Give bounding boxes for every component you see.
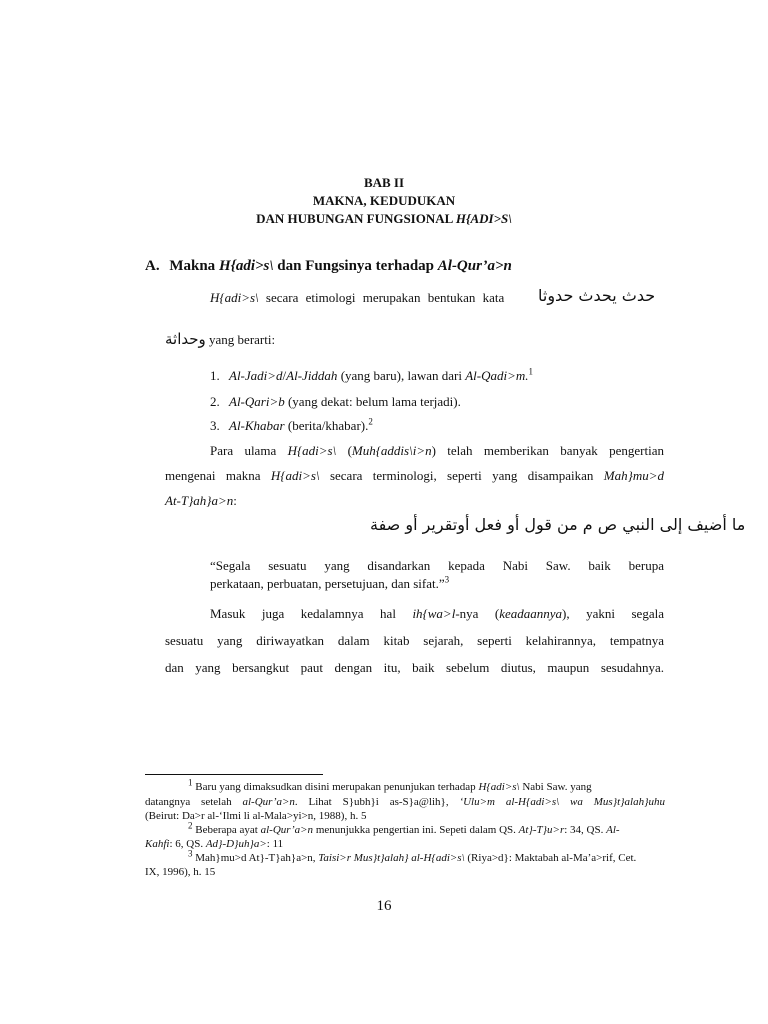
chapter-subtitle-term: H{ADI>S\ [455, 211, 512, 226]
footnote-3-line-2: IX, 1996), h. 15 [145, 866, 216, 878]
terminology-line-2: mengenai makna H{adi>s\ secara terminologi, seperti yang disampaikan Mah}mu>d [165, 468, 664, 483]
definition-quote: “Segala sesuatu yang disandarkan kepada Nabi Saw. baik berupa perkataan, perbuatan, persetujuan, dan sifat.”$^3$ [210, 558, 664, 591]
footnote-2-line-2: Kahfi: 6, QS. Ad}-D}uh}a>: 11 [145, 838, 284, 850]
chapter-title: MAKNA, KEDUDUKAN [312, 193, 456, 208]
footnote-ref: 1 [528, 366, 534, 377]
footnote-1-line-1: $^1$ Baru yang dimaksudkan disini merupakan penunjukan terhadap H{adi>s\ Nabi Saw. yang [188, 777, 592, 793]
list-item: 2. Al-Qari>b (yang dekat: belum lama terjadi). [210, 394, 461, 409]
list-item: 1. Al-Jadi>d/Al-Jiddah (yang baru), lawan dari Al-Qadi>m.$^1$ [210, 366, 534, 383]
footnote-ref: 2 [368, 416, 373, 427]
arabic-verb-forms: حدث يحدث حدوثا [538, 286, 656, 305]
paragraph-line-2: sesuatu yang diriwayatkan dalam kitab sejarah, seperti kelahirannya, tempatnya [165, 633, 664, 648]
etymology-continuation: وحداثة yang berarti: [165, 330, 276, 348]
footnote-1-line-3: (Beirut: Da>r al-‘Ilmi li al-Mala>yi>n, 1988), h. 5 [145, 810, 367, 822]
chapter-label: BAB II [363, 175, 405, 190]
footnote-1-line-2: datangnya setelah al-Qur’a>n. Lihat S}ubh}i as-S}a@lih}, ‘Ulu>m al-H{adi>s\ wa Mus}t}alah}uhu [145, 796, 666, 808]
footnote-ref: 3 [444, 574, 450, 585]
etymology-line: H{adi>s\ secara etimologi merupakan bentukan kata [210, 290, 505, 305]
footnote-2-line-1: $^2$ Beberapa ayat al-Qur’a>n menunjukka pengertian ini. Sepeti dalam QS. At}-T}u>r: 34, QS. Al- [188, 820, 620, 836]
page-number: 16 [376, 898, 392, 914]
chapter-subtitle: DAN HUBUNGAN FUNGSIONAL H{ADI>S\ [256, 211, 512, 226]
paragraph-line-3: dan yang bersangkut paut dengan itu, baik sebelum diutus, maupun sesudahnya. [165, 660, 664, 675]
list-item: 3. Al-Khabar (berita/khabar).$^2$ [210, 416, 373, 433]
paragraph-line-1: Masuk juga kedalamnya hal ih{wa>l-nya (keadaannya), yakni segala [210, 606, 664, 621]
footnote-divider [145, 774, 323, 775]
section-marker: A. [145, 258, 160, 274]
footnote-3-line-1: $^3$ Mah}mu>d At}-T}ah}a>n, Taisi>r Mus}t}alah} al-H{adi>s\ (Riya>d}: Maktabah al-Ma’a>rif, Cet. [188, 848, 637, 864]
arabic-definition: ما أضيف إلى النبي ص م من قول أو فعل أوتقرير أو صفة [370, 515, 746, 534]
terminology-line-3: At-T}ah}a>n: [165, 493, 237, 508]
terminology-line-1: Para ulama H{adi>s\ (Muh{addis\i>n) telah memberikan banyak pengertian [210, 443, 664, 458]
section-heading: A. Makna H{adi>s\ dan Fungsinya terhadap Al-Qur’a>n [145, 258, 512, 274]
